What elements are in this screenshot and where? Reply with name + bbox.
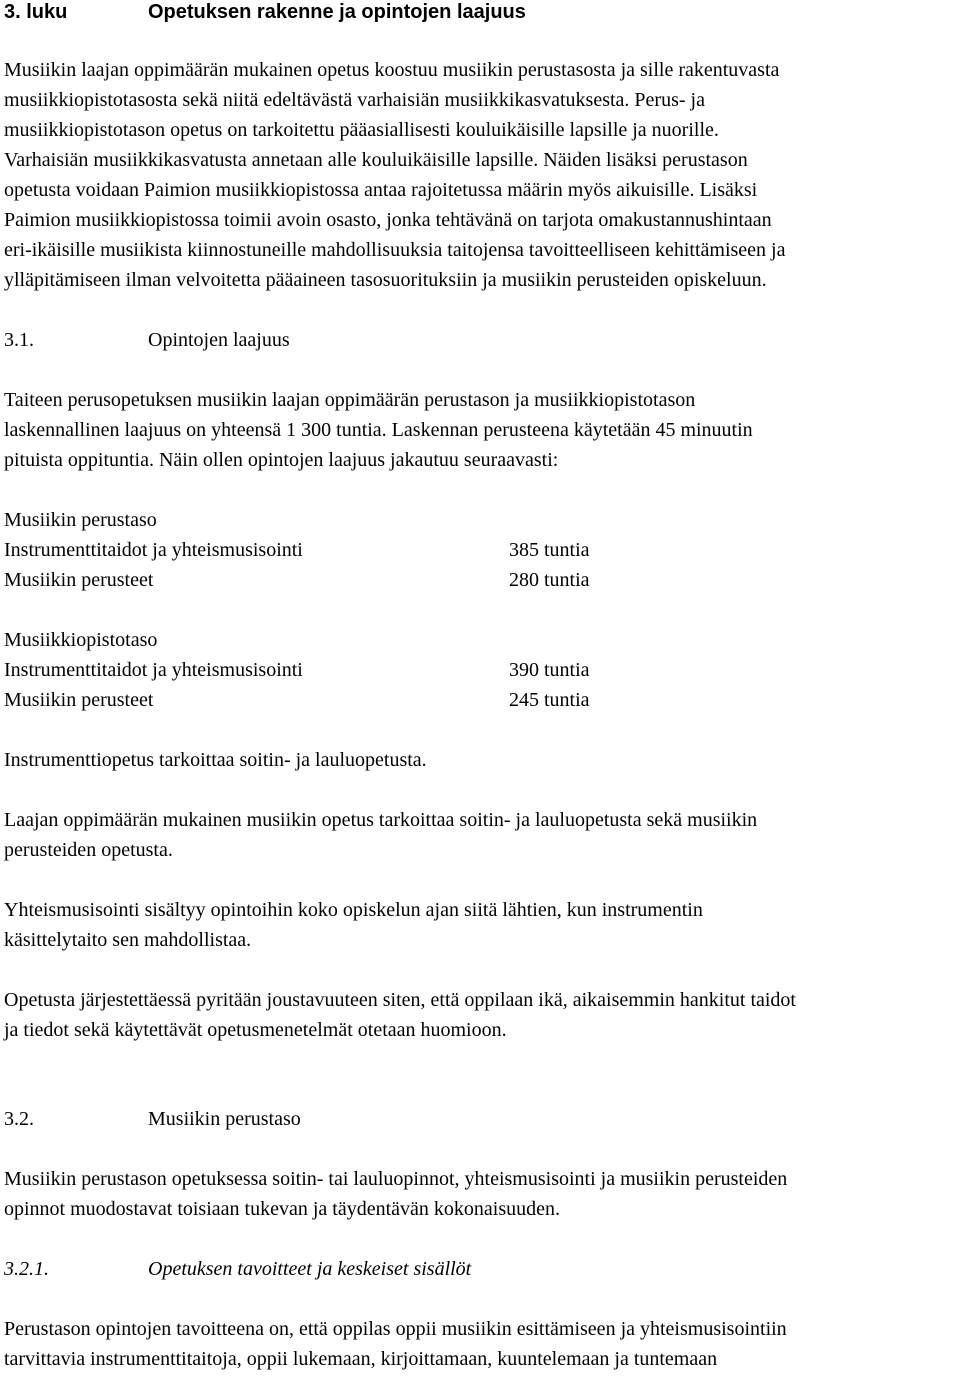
intro-line: eri-ikäisille musiikista kiinnostuneille mahdollisuuksia taitojensa tavoitteelliseen kehittämiseen ja <box>4 239 786 261</box>
note-line: Laajan oppimäärän mukainen musiikin opetus tarkoittaa soitin- ja lauluopetusta sekä musiikin <box>4 809 758 831</box>
intro-line: Varhaisiän musiikkikasvatusta annetaan alle kouluikäisille lapsille. Näiden lisäksi perustason <box>4 149 748 171</box>
level-name: Musiikin perustaso <box>4 509 157 531</box>
hours-row <box>4 685 956 715</box>
perustaso-line: opinnot muodostavat toisiaan tukevan ja täydentävän kokonaisuuden. <box>4 1198 560 1220</box>
scope-paragraph <box>4 385 956 475</box>
note-paragraph <box>4 805 956 865</box>
intro-line: opetusta voidaan Paimion musiikkiopistossa antaa rajoitetussa määrin myös aikuisille. Lisäksi <box>4 179 758 201</box>
note-paragraph <box>4 895 956 955</box>
level-block-perustaso <box>4 505 956 595</box>
section-heading-3-2 <box>4 1104 956 1134</box>
hours-value: 280 tuntia <box>509 569 590 591</box>
hours-row <box>4 535 956 565</box>
section-title: Opetuksen tavoitteet ja keskeiset sisällöt <box>148 1258 472 1280</box>
scope-line: pituista oppituntia. Näin ollen opintojen laajuus jakautuu seuraavasti: <box>4 449 559 471</box>
intro-line: musiikkiopistotason opetus on tarkoitettu pääasiallisesti kouluikäisille lapsille ja nuorille. <box>4 119 719 141</box>
hours-row <box>4 655 956 685</box>
note-line: käsittelytaito sen mahdollistaa. <box>4 929 252 951</box>
chapter-number: 3. luku <box>4 1 68 23</box>
level-block-musiikkiopistotaso <box>4 625 956 715</box>
hours-label: Musiikin perusteet <box>4 569 154 591</box>
hours-value: 390 tuntia <box>509 659 590 681</box>
scope-line: laskennallinen laajuus on yhteensä 1 300 tuntia. Laskennan perusteena käytetään 45 minuutin <box>4 419 753 441</box>
section-heading-3-1 <box>4 325 956 355</box>
note-line: Yhteismusisointi sisältyy opintoihin koko opiskelun ajan siitä lähtien, kun instrumentin <box>4 899 703 921</box>
intro-line: Paimion musiikkiopistossa toimii avoin osasto, jonka tehtävänä on tarjota omakustannushintaan <box>4 209 772 231</box>
intro-line: ylläpitämiseen ilman velvoitetta pääaineen tasosuorituksiin ja musiikin perusteiden opiskeluun. <box>4 269 767 291</box>
goals-line: Perustason opintojen tavoitteena on, että oppilas oppii musiikin esittämiseen ja yhteismusisointiin <box>4 1318 787 1340</box>
note-paragraph <box>4 745 956 775</box>
chapter-title: Opetuksen rakenne ja opintojen laajuus <box>148 1 526 23</box>
hours-label: Musiikin perusteet <box>4 689 154 711</box>
note-paragraph <box>4 985 956 1045</box>
section-number: 3.2.1. <box>4 1258 49 1280</box>
intro-line: Musiikin laajan oppimäärän mukainen opetus koostuu musiikin perustasosta ja sille rakentuvasta <box>4 59 780 81</box>
goals-paragraph <box>4 1314 956 1374</box>
note-line: Instrumenttiopetus tarkoittaa soitin- ja lauluopetusta. <box>4 749 427 771</box>
hours-label: Instrumenttitaidot ja yhteismusisointi <box>4 539 303 561</box>
section-title: Musiikin perustaso <box>148 1108 301 1130</box>
perustaso-line: Musiikin perustason opetuksessa soitin- tai lauluopinnot, yhteismusisointi ja musiikin perusteiden <box>4 1168 788 1190</box>
perustaso-paragraph <box>4 1164 956 1224</box>
note-line: ja tiedot sekä käytettävät opetusmenetelmät otetaan huomioon. <box>4 1019 507 1041</box>
hours-value: 385 tuntia <box>509 539 590 561</box>
hours-row <box>4 565 956 595</box>
document-page <box>4 0 956 1374</box>
note-line: perusteiden opetusta. <box>4 839 173 861</box>
section-heading-3-2-1 <box>4 1254 956 1284</box>
level-name: Musiikkiopistotaso <box>4 629 158 651</box>
intro-paragraph <box>4 55 956 295</box>
goals-line: tarvittavia instrumenttitaitoja, oppii lukemaan, kirjoittamaan, kuuntelemaan ja tuntemaan <box>4 1348 718 1370</box>
chapter-heading <box>4 0 956 24</box>
hours-value: 245 tuntia <box>509 689 590 711</box>
section-number: 3.2. <box>4 1108 34 1130</box>
intro-line: musiikkiopistotasosta sekä niitä edeltävästä varhaisiän musiikkikasvatuksesta. Perus- ja <box>4 89 705 111</box>
section-number: 3.1. <box>4 329 34 351</box>
note-line: Opetusta järjestettäessä pyritään joustavuuteen siten, että oppilaan ikä, aikaisemmin hankitut taidot <box>4 989 796 1011</box>
scope-line: Taiteen perusopetuksen musiikin laajan oppimäärän perustason ja musiikkiopistotason <box>4 389 696 411</box>
section-title: Opintojen laajuus <box>148 329 290 351</box>
hours-label: Instrumenttitaidot ja yhteismusisointi <box>4 659 303 681</box>
